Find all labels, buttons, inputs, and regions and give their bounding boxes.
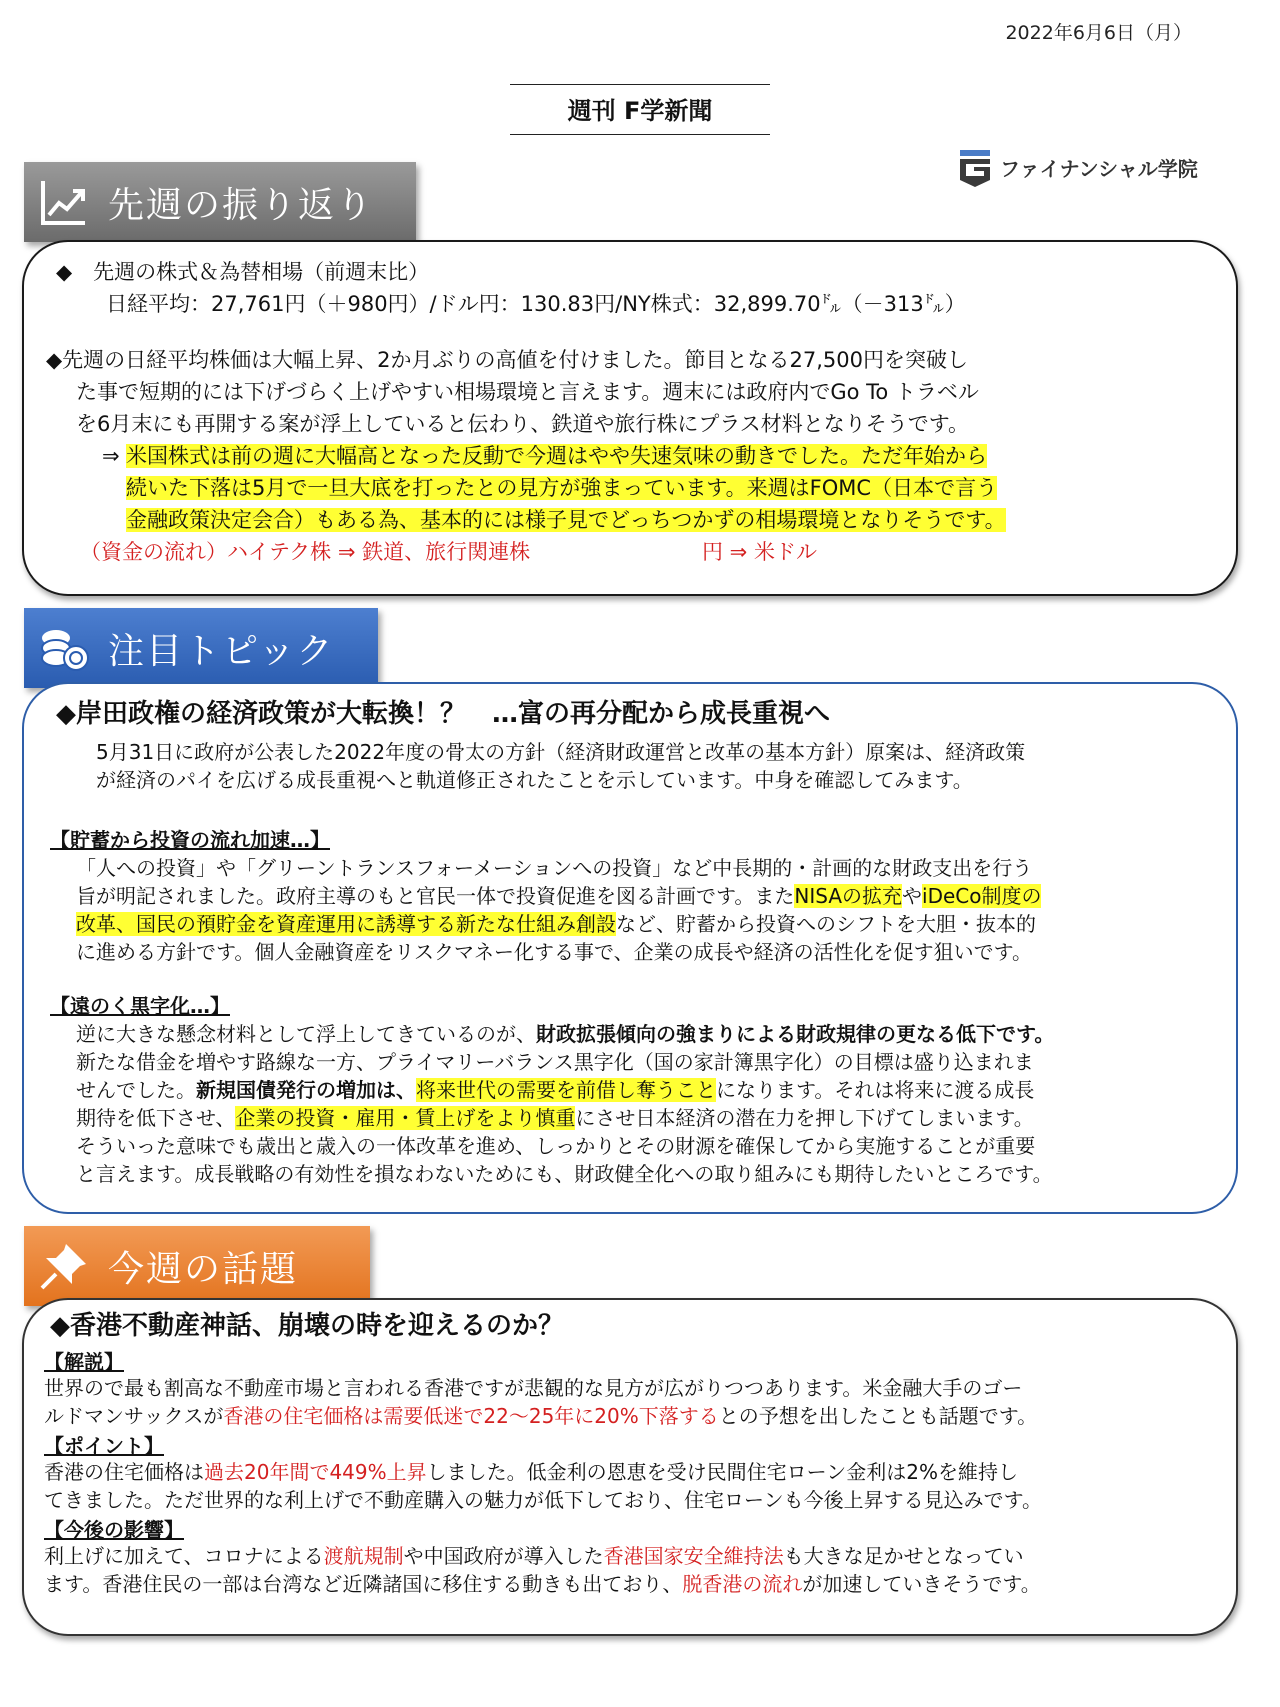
highlight-segment: NISAの拡充 — [794, 884, 903, 908]
red-emphasis: 香港の住宅価格は需要低迷で22～25年に20%下落する — [223, 1404, 719, 1428]
red-emphasis: 脱香港の流れ — [682, 1572, 803, 1596]
highlight-segment: iDeCo制度の — [922, 884, 1042, 908]
money-flow-currency: 円 ⇒ 米ドル — [702, 540, 817, 564]
topic-headline: ◆岸田政権の経済政策が大転換！？ …富の再分配から成長重視へ — [56, 699, 830, 729]
text-segment: にさせ日本経済の潜在力を押し下げてしまいます。 — [575, 1106, 1034, 1130]
text-segment: ます。香港住民の一部は台湾など近隣諸国に移住する動きも出ており、 — [44, 1572, 683, 1596]
paragraph-line — [76, 1020, 1054, 1048]
bold-segment: 新規国債発行の増加は、 — [196, 1078, 416, 1102]
brand-logo-text: ファイナンシャル学院 — [1000, 156, 1198, 181]
brand-logo-mark — [958, 146, 992, 188]
coins-icon — [36, 620, 92, 676]
paragraph-line: を6月末にも再開する案が浮上していると伝わり、鉄道や旅行株にプラス材料となりそうです。 — [76, 412, 970, 436]
highlight-line: 金融政策決定会合）もある為、基本的には様子見でどっちつかずの相場環境となりそうです。 — [126, 508, 1006, 532]
text-segment: ルドマンサックスが — [44, 1404, 224, 1428]
subheading: 【遠のく黒字化…】 — [50, 994, 230, 1018]
text-segment: になります。それは将来に渡る成長 — [716, 1078, 1035, 1102]
arrow-symbol: ⇒ — [102, 444, 120, 468]
paragraph-line: 新たな借金を増やす路線な一方、プライマリーバランス黒字化（国の家計簿黒字化）の目標は盛り込まれま — [76, 1050, 1034, 1074]
paragraph-line — [76, 910, 1036, 938]
paragraph-line: 世界ので最も割高な不動産市場と言われる香港ですが悲観的な見方が広がりつつあります。米金融大手のゴー — [44, 1376, 1023, 1400]
newspaper-title: 週刊 F学新聞 — [510, 84, 770, 135]
paragraph-line: た事で短期的には下げづらく上げやすい相場環境と言えます。週末には政府内でGo To トラベル — [76, 380, 979, 404]
paragraph-line: と言えます。成長戦略の有効性を損なわないためにも、財政健全化への取り組みにも期待したいところです。 — [76, 1162, 1053, 1186]
market-summary: 日経平均：27,761円（＋980円）/ドル円：130.83円/NY株式：32,899.70㌦（－313㌦） — [106, 292, 966, 316]
highlight-segment: 改革、国民の預貯金を資産運用に誘導する新たな仕組み創設 — [76, 912, 616, 936]
bold-segment: 財政拡張傾向の強まりによる財政規律の更なる低下です。 — [536, 1022, 1055, 1046]
text-segment: 香港の住宅価格は — [44, 1460, 204, 1484]
text-segment: や — [902, 884, 923, 908]
section-box-topic — [22, 682, 1238, 1214]
market-heading: ◆ 先週の株式＆為替相場（前週末比） — [56, 260, 430, 284]
highlight-segment: 企業の投資・雇用・賃上げをより慎重 — [235, 1106, 576, 1130]
paragraph-line: に進める方針です。個人金融資産をリスクマネー化する事で、企業の成長や経済の活性化を促す狙いです。 — [76, 940, 1032, 964]
topic-headline: ◆香港不動産神話、崩壊の時を迎えるのか？ — [50, 1311, 564, 1341]
paragraph-line: が経済のパイを広げる成長重視へと軌道修正されたことを示しています。中身を確認してみます。 — [96, 768, 973, 792]
subheading: 【今後の影響】 — [44, 1518, 184, 1542]
paragraph-line: 5月31日に政府が公表した2022年度の骨太の方針（経済財政運営と改革の基本方針）原案は、経済政策 — [96, 740, 1026, 764]
subheading: 【ポイント】 — [44, 1434, 164, 1458]
subheading: 【解説】 — [44, 1350, 124, 1374]
section-header-label: 先週の振り返り — [108, 184, 375, 226]
issue-date: 2022年6月6日（月） — [1005, 22, 1192, 44]
paragraph-line — [76, 1076, 1034, 1104]
section-header-this-week — [24, 1226, 370, 1306]
paragraph-line — [44, 1402, 1037, 1430]
text-segment: せんでした。 — [76, 1078, 196, 1102]
paragraph-line — [76, 1104, 1034, 1132]
section-header-topic — [24, 608, 378, 688]
paragraph-line: てきました。ただ世界的な利上げで不動産購入の魅力が低下しており、住宅ローンも今後上昇する見込みです。 — [44, 1488, 1042, 1512]
paragraph-line — [44, 1542, 1024, 1570]
paragraph-line — [76, 882, 1041, 910]
brand-logo — [958, 146, 1198, 188]
section-box-this-week — [22, 1298, 1238, 1636]
paragraph-line: 「人への投資」や「グリーントランスフォーメーションへの投資」など中長期的・計画的な財政支出を行う — [76, 856, 1033, 880]
highlight-line: 米国株式は前の週に大幅高となった反動で今週はやや失速気味の動きでした。ただ年始から — [126, 444, 987, 468]
paragraph-line: そういった意味でも歳出と歳入の一体改革を進め、しっかりとその財源を確保してから実施することが重要 — [76, 1134, 1036, 1158]
money-flow-stocks: （資金の流れ）ハイテク株 ⇒ 鉄道、旅行関連株 — [80, 540, 531, 564]
text-segment: や中国政府が導入した — [403, 1544, 604, 1568]
text-segment: も大きな足かせとなってい — [783, 1544, 1024, 1568]
section-header-last-week — [24, 162, 416, 242]
section-header-label: 注目トピック — [108, 630, 335, 672]
red-emphasis: 過去20年間で449%上昇 — [204, 1460, 427, 1484]
pushpin-icon — [36, 1238, 92, 1294]
paragraph-line — [44, 1458, 1018, 1486]
red-emphasis: 香港国家安全維持法 — [603, 1544, 784, 1568]
text-segment: が加速していきそうです。 — [802, 1572, 1041, 1596]
red-emphasis: 渡航規制 — [323, 1544, 404, 1568]
text-segment: 期待を低下させ、 — [76, 1106, 236, 1130]
section-header-label: 今週の話題 — [108, 1248, 299, 1290]
text-segment: など、貯蓄から投資へのシフトを大胆・抜本的 — [616, 912, 1036, 936]
highlight-line: 続いた下落は5月で一旦大底を打ったとの見方が強まっています。来週はFOMC（日本で言う — [126, 476, 998, 500]
chart-up-icon — [36, 174, 92, 230]
text-segment: 利上げに加えて、コロナによる — [44, 1544, 324, 1568]
paragraph-line: ◆先週の日経平均株価は大幅上昇、2か月ぶりの高値を付けました。節目となる27,500円を突破し — [46, 348, 968, 372]
subheading: 【貯蓄から投資の流れ加速…】 — [50, 828, 330, 852]
paragraph-line — [44, 1570, 1041, 1598]
text-segment: 逆に大きな懸念材料として浮上してきているのが、 — [76, 1022, 536, 1046]
text-segment: しました。低金利の恩恵を受け民間住宅ローン金利は2%を維持し — [426, 1460, 1018, 1484]
text-segment: との予想を出したことも話題です。 — [718, 1404, 1038, 1428]
highlight-segment: 将来世代の需要を前借し奪うこと — [416, 1078, 716, 1102]
text-segment: 旨が明記されました。政府主導のもと官民一体で投資促進を図る計画です。また — [76, 884, 795, 908]
section-box-last-week — [22, 240, 1238, 596]
